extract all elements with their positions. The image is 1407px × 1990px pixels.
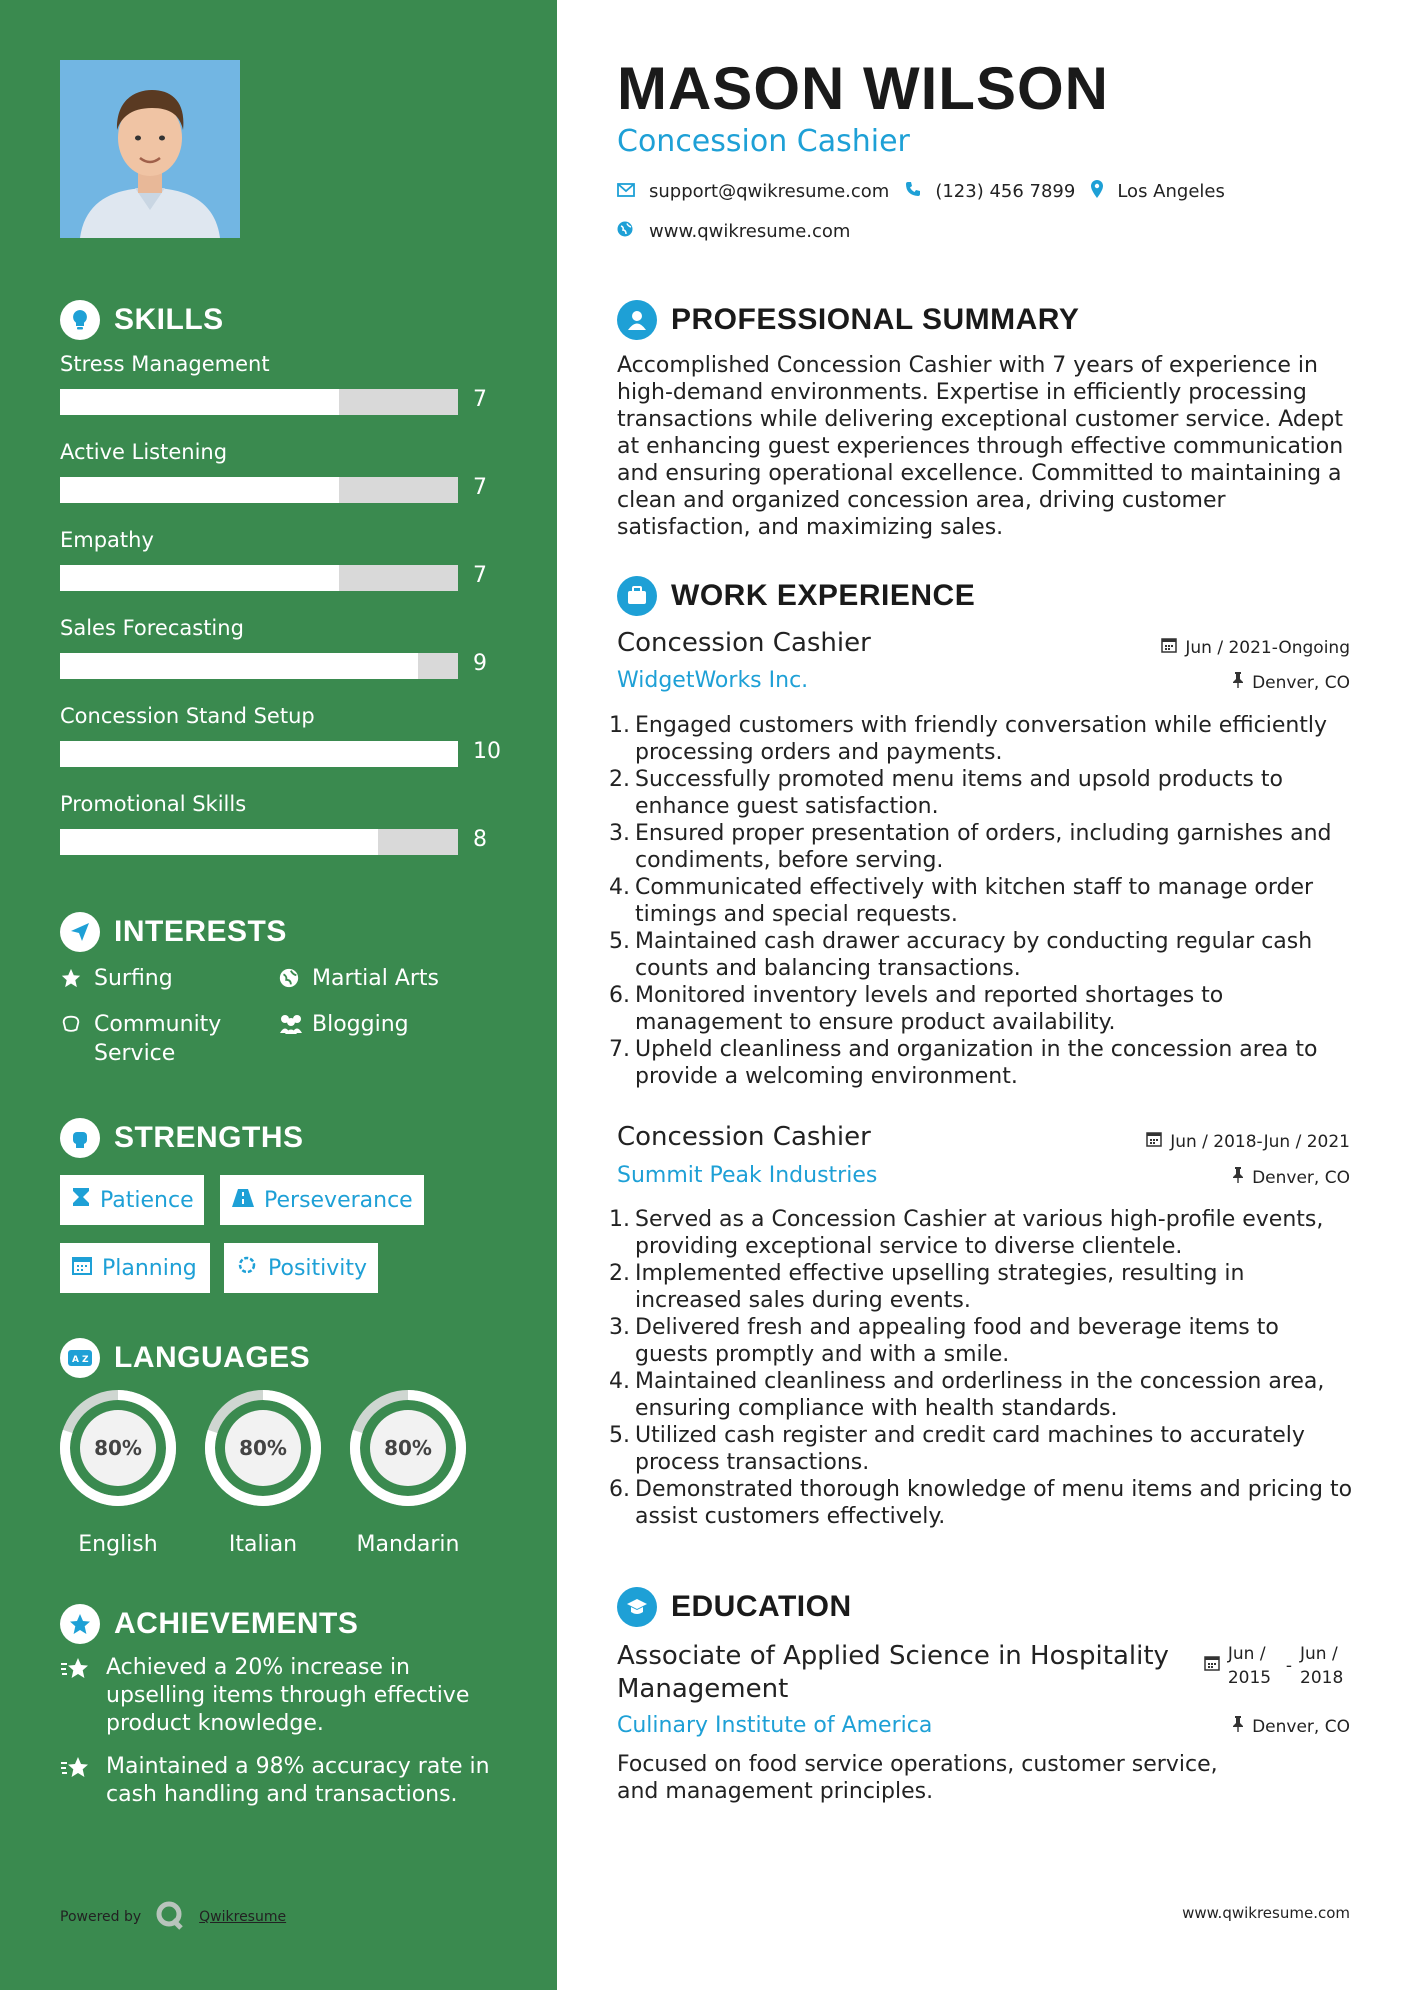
globe-icon xyxy=(278,964,302,997)
powered-by xyxy=(60,1900,286,1934)
skill-bar xyxy=(60,565,458,591)
summary-title: PROFESSIONAL SUMMARY xyxy=(671,303,1080,336)
company-name: WidgetWorks Inc. xyxy=(617,668,809,693)
strength-label: Patience xyxy=(100,1187,194,1213)
list-item: 4. Maintained cleanliness and orderliness in the concession area, ensuring compliance with health standards. xyxy=(609,1369,1325,1421)
list-item: 6. Monitored inventory levels and reported shortages to management to ensure product availability. xyxy=(609,983,1224,1035)
education-location-text: Denver, CO xyxy=(1252,1716,1350,1737)
bullet-text: Delivered fresh and appealing food and beverage items to guests promptly and with a smile. xyxy=(635,1315,1279,1367)
pushpin-icon xyxy=(1232,1167,1244,1188)
sidebar xyxy=(0,0,557,1990)
powered-by-label: Powered by xyxy=(60,1909,142,1925)
skill-level: 8 xyxy=(473,827,487,852)
education-start: Jun / 2015 xyxy=(1227,1644,1272,1688)
skills-heading xyxy=(60,300,224,340)
briefcase-icon xyxy=(617,576,657,616)
star-icon xyxy=(60,964,84,997)
job-dates xyxy=(1161,637,1350,658)
profile-photo xyxy=(60,60,240,238)
bullet-text: Maintained cleanliness and orderliness in the concession area, ensuring compliance with health standards. xyxy=(635,1369,1325,1421)
calendar-icon xyxy=(1146,1131,1162,1152)
summary-heading xyxy=(617,300,1079,340)
bullet-text: Engaged customers with friendly conversation while efficiently processing orders and payments. xyxy=(635,713,1328,765)
lightbulb-icon xyxy=(60,300,100,340)
summary-text: Accomplished Concession Cashier with 7 years of experience in high-demand environments. Expertise in efficiently processing transactions while delivering exceptional customer service. Adept at enhancing guest experiences through effective communication and ensuring operational excellence. Committed to maintaining a clean and organized concession area, driving customer satisfaction, and maximizing sales. xyxy=(617,353,1344,540)
strength-tag xyxy=(224,1243,378,1293)
skill-name: Concession Stand Setup xyxy=(60,704,315,728)
interests-heading xyxy=(60,912,287,952)
skill-bar-fill xyxy=(60,477,339,503)
bullet-text: Implemented effective upselling strategies, resulting in increased sales during events. xyxy=(635,1261,1245,1313)
interest-item xyxy=(60,1010,240,1068)
education-heading xyxy=(617,1587,852,1627)
bullet-text: Upheld cleanliness and organization in the concession area to provide a welcoming environment. xyxy=(635,1037,1318,1089)
qwikresume-logo-icon xyxy=(155,1900,185,1934)
achievement-text: Maintained a 98% accuracy rate in cash handling and transactions. xyxy=(106,1754,490,1807)
job-location xyxy=(1232,672,1350,693)
language-donut xyxy=(203,1388,323,1508)
education-title: EDUCATION xyxy=(671,1590,852,1623)
skill-level: 7 xyxy=(473,475,487,500)
skill-level: 9 xyxy=(473,651,487,676)
achievement-item xyxy=(60,1753,500,1809)
bullet-text: Communicated effectively with kitchen staff to manage order timings and special requests. xyxy=(635,875,1314,927)
hand-icon xyxy=(60,1010,84,1068)
phone-text: (123) 456 7899 xyxy=(935,181,1076,202)
strength-label: Perseverance xyxy=(264,1187,413,1213)
list-item: 2. Successfully promoted menu items and upsold products to enhance guest satisfaction. xyxy=(609,767,1283,819)
contact-row xyxy=(617,180,1225,203)
skill-name: Empathy xyxy=(60,528,154,552)
bullet-text: Ensured proper presentation of orders, including garnishes and condiments, before serving. xyxy=(635,821,1332,873)
skill-bar xyxy=(60,741,458,767)
interest-label: Community Service xyxy=(94,1012,222,1066)
bullet-text: Monitored inventory levels and reported shortages to management to ensure product availability. xyxy=(635,983,1224,1035)
interest-item xyxy=(60,964,173,997)
list-item: 3. Ensured proper presentation of orders, including garnishes and condiments, before serving. xyxy=(609,821,1332,873)
interest-label: Surfing xyxy=(94,966,173,991)
skill-item xyxy=(60,528,500,588)
interests-title: INTERESTS xyxy=(114,915,287,948)
skill-level: 10 xyxy=(473,739,501,764)
language-name: English xyxy=(78,1532,158,1557)
school-name: Culinary Institute of America xyxy=(617,1713,933,1738)
skill-item xyxy=(60,704,501,764)
user-icon xyxy=(617,300,657,340)
list-item: 4. Communicated effectively with kitchen staff to manage order timings and special requests. xyxy=(609,875,1314,927)
languages-heading xyxy=(60,1338,310,1378)
job-title: Concession Cashier xyxy=(617,628,871,658)
website-row xyxy=(617,221,850,242)
star-badge-icon xyxy=(60,1604,100,1644)
language-percent: 80% xyxy=(94,1436,142,1460)
candidate-name: MASON WILSON xyxy=(617,55,1109,122)
brand-link[interactable]: Qwikresume xyxy=(199,1909,287,1925)
job-location-text: Denver, CO xyxy=(1252,1167,1350,1188)
users-icon xyxy=(278,1010,302,1043)
bullet-text: Maintained cash drawer accuracy by conducting regular cash counts and balancing transactions. xyxy=(635,929,1313,981)
strength-tag xyxy=(60,1175,204,1225)
skill-item xyxy=(60,616,500,676)
road-icon xyxy=(232,1188,254,1213)
education-dates: Jun / 2015 - Jun / 2018 xyxy=(1204,1642,1350,1690)
skill-name: Sales Forecasting xyxy=(60,616,244,640)
degree-title: Associate of Applied Science in Hospitality Management xyxy=(617,1641,1169,1704)
skill-bar xyxy=(60,389,458,415)
skill-bar-fill xyxy=(60,653,418,679)
trophy-star-icon xyxy=(60,1753,94,1809)
language-percent: 80% xyxy=(384,1436,432,1460)
skill-bar-fill xyxy=(60,389,339,415)
education-location xyxy=(1232,1716,1350,1737)
language-item xyxy=(203,1388,323,1557)
language-item xyxy=(348,1388,468,1557)
job-dates-text: Jun / 2018-Jun / 2021 xyxy=(1170,1131,1350,1152)
achievement-text: Achieved a 20% increase in upselling items through effective product knowledge. xyxy=(106,1655,470,1736)
sun-icon xyxy=(236,1254,258,1282)
language-item xyxy=(58,1388,178,1557)
calendar-icon xyxy=(1204,1642,1220,1678)
skill-name: Active Listening xyxy=(60,440,228,464)
trophy-star-icon xyxy=(60,1654,94,1738)
company-name: Summit Peak Industries xyxy=(617,1163,878,1188)
list-item: 1. Served as a Concession Cashier at various high-profile events, providing exceptional service to diverse clientele. xyxy=(609,1207,1324,1259)
achievements-heading xyxy=(60,1604,358,1644)
languages-title: LANGUAGES xyxy=(114,1341,311,1374)
job-dates-text: Jun / 2021-Ongoing xyxy=(1185,637,1350,658)
interest-label: Blogging xyxy=(312,1012,409,1037)
achievement-item xyxy=(60,1654,500,1738)
list-item: 1. Engaged customers with friendly conversation while efficiently processing orders and payments. xyxy=(609,713,1328,765)
strengths-heading xyxy=(60,1118,304,1158)
skill-name: Promotional Skills xyxy=(60,792,247,816)
skill-item xyxy=(60,352,500,412)
language-donut xyxy=(58,1388,178,1508)
bullet-text: Served as a Concession Cashier at various high-profile events, providing exceptional service to diverse clientele. xyxy=(635,1207,1324,1259)
list-item: 2. Implemented effective upselling strategies, resulting in increased sales during events. xyxy=(609,1261,1245,1313)
job-location xyxy=(1232,1167,1350,1188)
bullet-text: Demonstrated thorough knowledge of menu items and pricing to assist customers effectively. xyxy=(635,1477,1353,1529)
language-name: Italian xyxy=(228,1532,298,1557)
interest-item xyxy=(278,964,439,997)
skill-level: 7 xyxy=(473,563,487,588)
hourglass-icon xyxy=(72,1187,90,1213)
list-item: 6. Demonstrated thorough knowledge of menu items and pricing to assist customers effectively. xyxy=(609,1477,1353,1529)
interest-item xyxy=(278,1010,409,1043)
skill-bar xyxy=(60,829,458,855)
job-location-text: Denver, CO xyxy=(1252,672,1350,693)
achievements-title: ACHIEVEMENTS xyxy=(114,1607,359,1640)
globe-icon xyxy=(617,221,633,242)
calendar-icon xyxy=(72,1255,92,1281)
education-end: Jun / 2018 xyxy=(1300,1644,1344,1688)
skill-bar xyxy=(60,477,458,503)
svg-text:Z: Z xyxy=(82,1355,89,1365)
strength-tag xyxy=(220,1175,424,1225)
job-bullets xyxy=(609,712,1355,1090)
fist-icon xyxy=(60,1118,100,1158)
list-item: 5. Utilized cash register and credit card machines to accurately process transactions. xyxy=(609,1423,1305,1475)
strength-label: Planning xyxy=(102,1255,197,1281)
skills-title: SKILLS xyxy=(114,303,224,336)
calendar-icon xyxy=(1161,637,1177,658)
paper-plane-icon xyxy=(60,912,100,952)
skill-bar-fill xyxy=(60,565,339,591)
location-text: Los Angeles xyxy=(1117,181,1225,202)
skill-bar-fill xyxy=(60,829,378,855)
job-dates xyxy=(1146,1131,1350,1152)
strength-label: Positivity xyxy=(268,1255,368,1281)
strength-tag xyxy=(60,1243,210,1293)
strengths-title: STRENGTHS xyxy=(114,1121,304,1154)
location-pin-icon xyxy=(1091,180,1103,203)
language-percent: 80% xyxy=(239,1436,287,1460)
email-icon xyxy=(617,181,635,202)
skill-name: Stress Management xyxy=(60,352,270,376)
bullet-text: Successfully promoted menu items and upsold products to enhance guest satisfaction. xyxy=(635,767,1283,819)
skill-level: 7 xyxy=(473,387,487,412)
language-donut xyxy=(348,1388,468,1508)
skill-item xyxy=(60,792,500,852)
job-title: Concession Cashier xyxy=(617,1122,871,1152)
website-text[interactable]: www.qwikresume.com xyxy=(649,221,851,242)
svg-text:A: A xyxy=(72,1355,79,1365)
language-icon xyxy=(60,1338,100,1378)
language-name: Mandarin xyxy=(356,1532,460,1557)
education-description: Focused on food service operations, customer service, and management principles. xyxy=(617,1752,1218,1804)
list-item: 5. Maintained cash drawer accuracy by conducting regular cash counts and balancing transactions. xyxy=(609,929,1313,981)
pushpin-icon xyxy=(1232,1716,1244,1737)
email-text[interactable]: support@qwikresume.com xyxy=(649,181,890,202)
footer-url[interactable]: www.qwikresume.com xyxy=(1182,1904,1350,1922)
phone-icon xyxy=(905,181,921,202)
experience-title: WORK EXPERIENCE xyxy=(671,579,976,612)
candidate-title: Concession Cashier xyxy=(617,124,910,159)
bullet-text: Utilized cash register and credit card machines to accurately process transactions. xyxy=(635,1423,1305,1475)
graduation-icon xyxy=(617,1587,657,1627)
skill-item xyxy=(60,440,500,500)
skill-bar xyxy=(60,653,458,679)
job-bullets xyxy=(609,1206,1355,1530)
pushpin-icon xyxy=(1232,672,1244,693)
interest-label: Martial Arts xyxy=(312,966,440,991)
list-item: 3. Delivered fresh and appealing food and beverage items to guests promptly and with a smile. xyxy=(609,1315,1279,1367)
experience-heading xyxy=(617,576,975,616)
skill-bar-fill xyxy=(60,741,458,767)
list-item: 7. Upheld cleanliness and organization in the concession area to provide a welcoming environment. xyxy=(609,1037,1318,1089)
